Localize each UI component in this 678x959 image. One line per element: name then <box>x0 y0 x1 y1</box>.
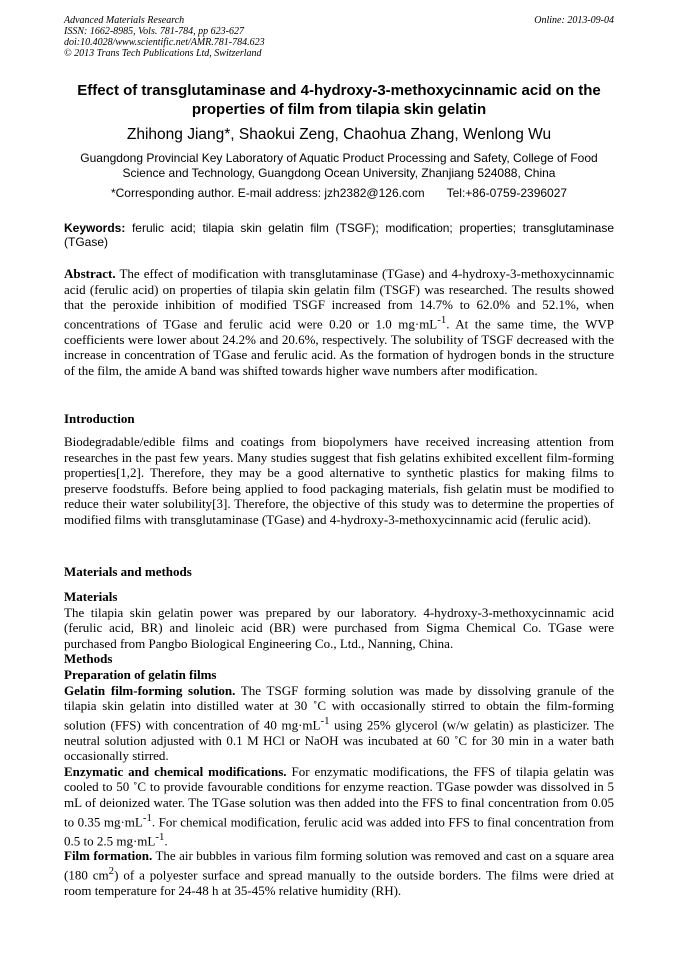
affiliation: Guangdong Provincial Key Laboratory of Aquatic Product Processing and Safety, College of Food Science and Technology, Guangdong Ocean University, Zhanjiang 524088, China <box>80 151 598 180</box>
copyright-line: © 2013 Trans Tech Publications Ltd, Switzerland <box>64 48 262 59</box>
enzymatic-text-1: For enzymatic modifications, the FFS of tilapia gelatin was cooled to 50 ˚C to provide favourable conditions for enzyme reaction. TGase powder was dissolved in 5 mL of deionized water. The TGase solution was then added into the FFS to final concentration from 0.05 to 0.35 mg·mL <box>64 763 614 829</box>
materials-text: The tilapia skin gelatin power was prepared by our laboratory. 4-hydroxy-3-methoxycinnamic acid (ferulic acid, BR) and linoleic acid (BR) were purchased from Sigma Chemical Co. TGase were purchased from Pangbo Biological Engineering Co., Ltd., Nanning, China. <box>64 604 614 651</box>
gelatin-sup-1: -1 <box>320 714 330 727</box>
introduction-heading: Introduction <box>64 411 135 426</box>
keywords-text: ferulic acid; tilapia skin gelatin film (TSGF); modification; properties; transglutaminase (TGase) <box>64 221 614 249</box>
film-sup-1: 2 <box>108 865 115 878</box>
abstract-text-1: The effect of modification with transglutaminase (TGase) and 4-hydroxy-3-methoxycinnamic acid (ferulic acid) on properties of tilapia skin gelatin film (TSGF) was researched. The results showed that the peroxide inhibition of modified TSGF increased from 14.7% to 62.0% and 52.1%, when concentrations of TGase and ferulic acid were 0.20 or 1.0 mg·mL <box>64 266 614 332</box>
introduction-text: Biodegradable/edible films and coatings from biopolymers have received increasing attention from researches in the past few years. Many studies suggest that fish gelatins exhibited excellent film-forming properties[1,2]. Therefore, they may be a good alternative to synthetic plastics for making films to preserve foodstuffs. Before being applied to food packaging materials, fish gelatin must be modified to reduce their water solubility[3]. Therefore, the objective of this study was to determine the properties of modified films with transglutaminase (TGase) and 4-hydroxy-3-methoxycinnamic acid (ferulic acid). <box>64 434 614 527</box>
materials-methods-heading: Materials and methods <box>64 564 192 579</box>
film-text-2: ) of a polyester surface and spread manually to the outside borders. The films were dried at room temperature for 24-48 h at 35-45% relative humidity (RH). <box>64 867 615 898</box>
corresponding-info <box>64 186 614 201</box>
issn-line: ISSN: 1662-8985, Vols. 781-784, pp 623-627 <box>64 26 244 37</box>
gelatin-paragraph <box>64 683 614 764</box>
film-label: Film formation. <box>64 848 153 864</box>
materials-heading: Materials <box>64 589 118 604</box>
abstract-text-2: . At the same time, the WVP coefficients were lower about 24.2% and 20.6%, respectively. The solubility of TSGF decreased with the increase in concentration of TGase and ferulic acid. As the formation of hydrogen bonds in the structure of the film, the amide A band was shifted towards higher wave numbers after modification. <box>64 316 614 378</box>
film-text-1: The air bubbles in various film forming solution was removed and cast on a square area (180 cm <box>64 848 614 883</box>
journal-header <box>64 15 614 59</box>
author-list: Zhihong Jiang*, Shaokui Zeng, Chaohua Zhang, Wenlong Wu <box>126 126 552 143</box>
materials-methods-body <box>64 589 614 899</box>
enzymatic-sup-2: -1 <box>155 830 165 843</box>
paper-title: Effect of transglutaminase and 4-hydroxy-3-methoxycinnamic acid on the properties of film from tilapia skin gelatin <box>77 82 601 118</box>
preparation-heading: Preparation of gelatin films <box>64 666 217 682</box>
film-paragraph <box>64 848 614 898</box>
abstract-label: Abstract. <box>64 266 116 281</box>
corresponding-email: *Corresponding author. E-mail address: jzh2382@126.com <box>110 186 425 200</box>
gelatin-label: Gelatin film-forming solution. <box>64 682 236 698</box>
enzymatic-text-2: . For chemical modification, ferulic acid was added into FFS to final concentration from 0.5 to 2.5 mg·mL <box>64 813 614 848</box>
enzymatic-paragraph <box>64 764 614 849</box>
abstract <box>64 266 614 378</box>
doi-line: doi:10.4028/www.scientific.net/AMR.781-784.623 <box>64 37 265 48</box>
enzymatic-sup-1: -1 <box>142 811 152 824</box>
corresponding-tel: Tel:+86-0759-2396027 <box>446 186 568 200</box>
online-date: Online: 2013-09-04 <box>534 15 614 26</box>
enzymatic-text-3: . <box>164 832 168 848</box>
enzymatic-label: Enzymatic and chemical modifications. <box>64 763 287 779</box>
keywords <box>64 221 614 249</box>
keywords-label: Keywords: <box>64 221 126 235</box>
gelatin-text-1: The TSGF forming solution was made by dissolving granule of the tilapia skin gelatin into distilled water at 30 ˚C with occasionally stirred to obtain the film-forming solution (FFS) with concentration of 40 mg·mL <box>64 682 614 733</box>
abstract-sup-1: -1 <box>437 313 447 326</box>
gelatin-text-2: using 25% glycerol (w/w gelatin) as plasticizer. The neutral solution adjusted with 0.1 M HCl or NaOH was incubated at 60 ˚C for 30 min in a water bath occasionally stirred. <box>64 717 614 764</box>
methods-heading: Methods <box>64 651 113 667</box>
journal-name: Advanced Materials Research <box>64 15 185 26</box>
